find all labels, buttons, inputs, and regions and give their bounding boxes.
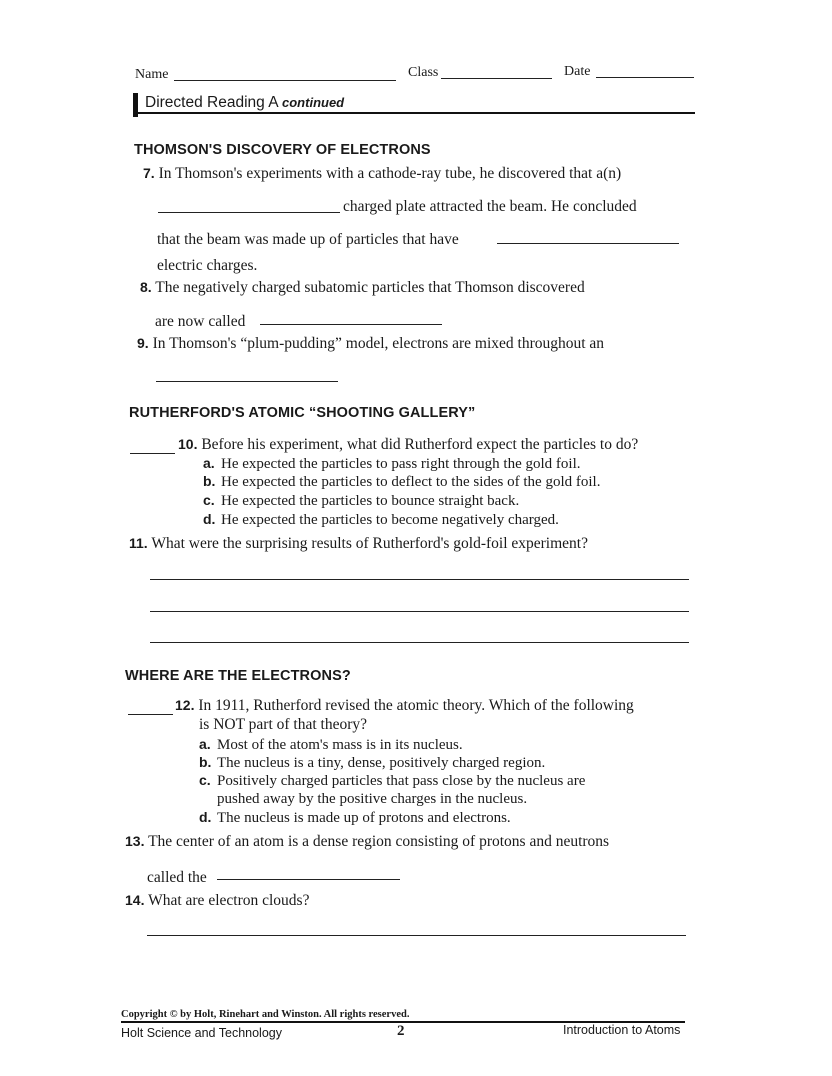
option-letter: b. (199, 754, 212, 770)
question-10-text: Before his experiment, what did Rutherford expect the particles to do? (201, 436, 639, 453)
class-field[interactable] (441, 78, 552, 79)
copyright-notice: Copyright © by Holt, Rinehart and Winston. All rights reserved. (121, 1009, 410, 1020)
option-text: pushed away by the positive charges in the nucleus. (217, 791, 528, 807)
question-12-option-b[interactable] (199, 754, 545, 772)
question-10-option-c[interactable] (203, 492, 519, 510)
option-text: Positively charged particles that pass close by the nucleus are (217, 773, 586, 789)
section-heading-rutherford: RUTHERFORD'S ATOMIC “SHOOTING GALLERY” (129, 405, 476, 421)
option-text: He expected the particles to pass right through the gold foil. (221, 456, 581, 472)
option-letter: a. (203, 455, 215, 471)
section-heading-electrons: WHERE ARE THE ELECTRONS? (125, 668, 351, 684)
option-text: Most of the atom's mass is in its nucleus. (217, 737, 463, 753)
question-12-stem-1 (175, 697, 634, 715)
option-letter: d. (199, 809, 212, 825)
banner-title-text: Directed Reading A (145, 94, 278, 111)
question-12-number: 12. (175, 697, 195, 713)
question-7-number: 7. (143, 165, 155, 181)
option-text: The nucleus is a tiny, dense, positively charged region. (217, 755, 546, 771)
question-11-text: What were the surprising results of Rutherford's gold-foil experiment? (151, 535, 588, 552)
name-label: Name (135, 67, 169, 82)
question-7-line1 (143, 165, 621, 183)
answer-14-line[interactable] (147, 935, 686, 936)
answer-11-line-1[interactable] (150, 579, 689, 580)
answer-13-blank[interactable] (217, 879, 400, 880)
question-13-number: 13. (125, 833, 145, 849)
question-13-text: The center of an atom is a dense region consisting of protons and neutrons (148, 833, 610, 850)
answer-7b-blank[interactable] (497, 243, 679, 244)
answer-10-blank[interactable] (130, 453, 175, 454)
question-8-line2: are now called (155, 313, 246, 330)
option-letter: d. (203, 511, 216, 527)
question-10-option-a[interactable] (203, 455, 581, 473)
question-14-number: 14. (125, 892, 145, 908)
option-text: He expected the particles to become negatively charged. (221, 512, 559, 528)
question-8-number: 8. (140, 279, 152, 295)
question-7-line3: that the beam was made up of particles that have (157, 231, 459, 248)
question-7-line4: electric charges. (157, 257, 258, 274)
question-8-line1 (140, 279, 585, 297)
footer-left: Holt Science and Technology (121, 1026, 282, 1040)
option-letter: c. (203, 492, 215, 508)
date-field[interactable] (596, 77, 694, 78)
question-13-line1 (125, 833, 609, 851)
question-13-line2: called the (147, 869, 207, 886)
option-text: He expected the particles to bounce straight back. (221, 493, 520, 509)
question-9-number: 9. (137, 335, 149, 351)
question-14-stem (125, 892, 309, 910)
question-12-option-c[interactable] (199, 772, 585, 790)
option-letter: c. (199, 772, 211, 788)
question-7-text: In Thomson's experiments with a cathode-ray tube, he discovered that a(n) (158, 165, 622, 182)
banner-subtitle: continued (282, 95, 345, 110)
question-8-text: The negatively charged subatomic particles that Thomson discovered (155, 279, 585, 296)
question-10-stem (178, 436, 638, 454)
question-10-number: 10. (178, 436, 198, 452)
answer-12-blank[interactable] (128, 714, 173, 715)
question-11-stem (129, 535, 588, 553)
name-field[interactable] (174, 80, 396, 81)
question-12-stem-2: is NOT part of that theory? (199, 716, 368, 733)
question-11-number: 11. (129, 535, 148, 551)
question-12-option-a[interactable] (199, 736, 463, 754)
question-12-option-d[interactable] (199, 809, 511, 827)
answer-11-line-3[interactable] (150, 642, 689, 643)
question-7-line2: charged plate attracted the beam. He concluded (343, 198, 637, 215)
question-12-text: In 1911, Rutherford revised the atomic theory. Which of the following (198, 697, 634, 714)
section-heading-thomson: THOMSON'S DISCOVERY OF ELECTRONS (134, 142, 431, 158)
class-label: Class (408, 65, 439, 80)
answer-7a-blank[interactable] (158, 212, 340, 213)
banner-rule (138, 112, 695, 114)
answer-9-blank[interactable] (156, 381, 338, 382)
question-10-option-d[interactable] (203, 511, 559, 529)
question-9-text: In Thomson's “plum-pudding” model, electrons are mixed throughout an (152, 335, 605, 352)
answer-11-line-2[interactable] (150, 611, 689, 612)
option-text: He expected the particles to deflect to the sides of the gold foil. (221, 474, 601, 490)
footer-right: Introduction to Atoms (563, 1023, 681, 1037)
option-letter: a. (199, 736, 211, 752)
question-14-text: What are electron clouds? (148, 892, 310, 909)
answer-8-blank[interactable] (260, 324, 442, 325)
option-text: The nucleus is made up of protons and electrons. (217, 810, 511, 826)
option-letter: b. (203, 473, 216, 489)
question-12-option-c-cont (199, 791, 527, 808)
banner-title (145, 94, 344, 112)
question-10-option-b[interactable] (203, 473, 600, 491)
question-9-line1 (137, 335, 604, 353)
date-label: Date (564, 64, 591, 79)
page-number: 2 (397, 1023, 405, 1039)
